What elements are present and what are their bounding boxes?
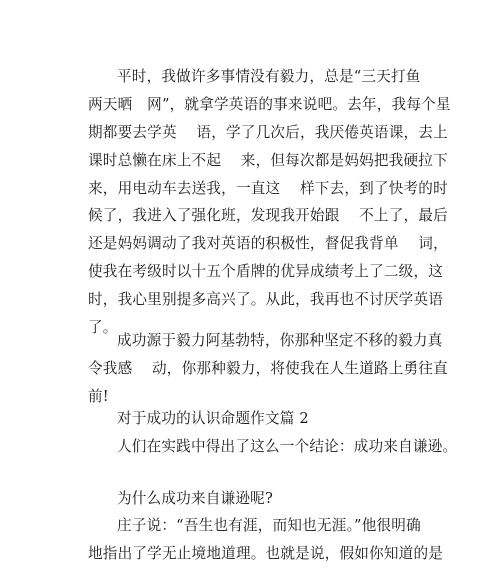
text-line: 庄子说：“吾生也有涯，而知也无涯。”他很明确 [117,517,421,534]
text-line: 期都要去学英 语，学了几次后，我厌倦英语课，去上 [88,123,448,141]
text-line: 候了，我进入了强化班，发现我开始跟 不上了，最后 [88,207,448,225]
text-line: 还是妈妈调动了我对英语的积极性，督促我背单 词， [88,235,448,253]
text-line: 课时总懒在床上不起 来，但每次都是妈妈把我硬拉下 [88,151,448,169]
text-line: 使我在考级时以十五个盾牌的优异成绩考上了二级，这 [88,263,444,281]
paragraph-question [88,485,418,513]
text-line: 两天晒 网”，就拿学英语的事来说吧。去年，我每个星 [88,95,451,113]
paragraph-success-from-persistence [88,327,448,411]
text-line: 人们在实践中得出了这么一个结论：成功来自谦逊。 [117,438,458,455]
text-line: 地指出了学无止境地道理。也就是说，假如你知道的是 [88,544,444,562]
text-line: 了。 [88,319,118,337]
paragraph-persistence-story [88,63,451,342]
text-line: 时，我心里别提多高兴了。从此，我再也不讨厌学英语 [88,291,444,309]
text-line: 成功源于毅力阿基勃特，你那种坚定不移的毅力真 [117,332,443,349]
paragraph-conclusion [88,433,458,461]
text-line: 来，用电动车去送我，一直这 样下去，到了快考的时 [88,179,448,197]
text-line: 对于成功的认识命题作文篇 2 [117,410,309,427]
essay-heading [88,405,418,433]
text-line: 平时，我做许多事情没有毅力，总是“三天打鱼 [117,68,421,85]
paragraph-zhuangzi [88,512,444,568]
text-line: 令我感 动，你那种毅力，将使我在人生道路上勇往直 [88,359,448,377]
text-line: 为什么成功来自谦逊呢? [117,490,273,507]
text-line: 前! [88,387,109,405]
